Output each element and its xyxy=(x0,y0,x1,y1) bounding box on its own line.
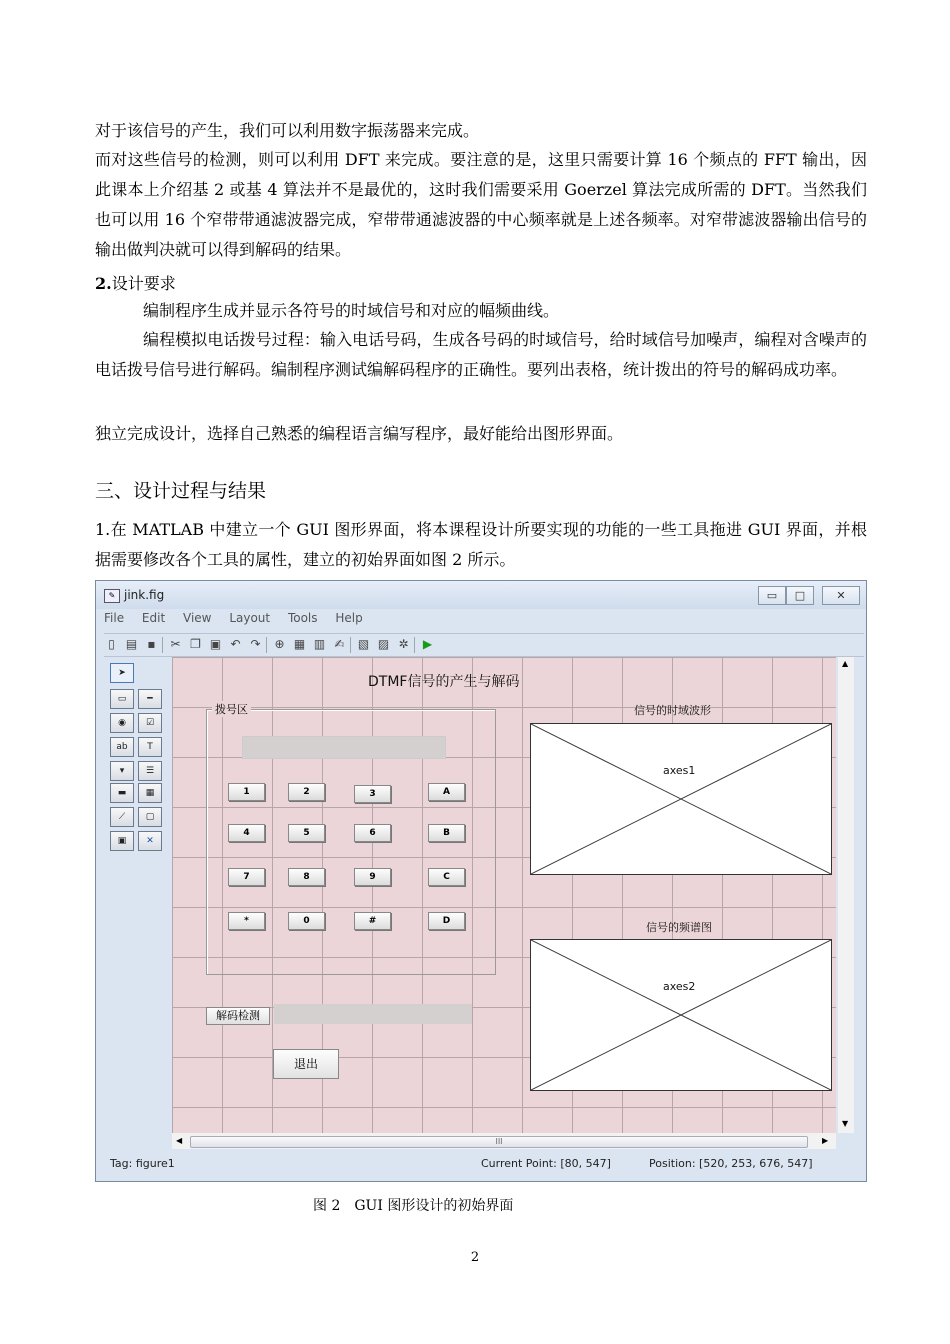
scroll-left-icon[interactable]: ◀ xyxy=(176,1136,183,1145)
save-icon[interactable]: ▪ xyxy=(147,637,156,651)
status-tag: Tag: figure1 xyxy=(110,1157,175,1170)
number-display[interactable] xyxy=(242,736,446,759)
figure-caption: 图 2 GUI 图形设计的初始界面 xyxy=(313,1198,514,1214)
axes1-placeholder[interactable] xyxy=(530,723,832,875)
axes2-placeholder[interactable] xyxy=(530,939,832,1091)
title-bar xyxy=(96,581,866,609)
scroll-down-icon[interactable]: ▼ xyxy=(842,1119,849,1128)
static-text-icon[interactable]: T xyxy=(138,737,162,757)
slider-icon[interactable]: ━ xyxy=(138,689,162,709)
section2-heading xyxy=(95,271,176,294)
axes1-cross xyxy=(531,724,831,874)
menu-editor-icon[interactable]: ▦ xyxy=(293,637,306,651)
key-8[interactable]: 8 xyxy=(288,868,325,886)
requirement-3: 独立完成设计，选择自己熟悉的编程语言编写程序，最好能给出图形界面。 xyxy=(95,424,624,443)
open-folder-icon[interactable]: ▤ xyxy=(125,637,138,651)
key-b[interactable]: B xyxy=(428,824,465,842)
close-button[interactable]: ✕ xyxy=(822,586,860,605)
toolbar-divider xyxy=(414,637,415,653)
guide-window xyxy=(95,580,867,1182)
key-5[interactable]: 5 xyxy=(288,824,325,842)
menu-bar xyxy=(104,611,377,631)
push-button-icon[interactable]: ▭ xyxy=(110,689,134,709)
panel-icon[interactable]: ▢ xyxy=(138,807,162,827)
key-star[interactable]: * xyxy=(228,912,265,930)
menu-tools[interactable]: Tools xyxy=(287,611,318,625)
minimize-button[interactable]: ▭ xyxy=(758,586,786,605)
new-file-icon[interactable]: ▯ xyxy=(108,637,115,651)
intro-line: 对于该信号的产生，我们可以利用数字振荡器来完成。 xyxy=(95,121,480,140)
tab-order-icon[interactable]: ▥ xyxy=(313,637,326,651)
redo-icon[interactable]: ↷ xyxy=(250,637,261,651)
object-browser-icon[interactable]: ✲ xyxy=(398,637,409,651)
section2-title: 设计要求 xyxy=(111,274,176,293)
undo-icon[interactable]: ↶ xyxy=(230,637,241,651)
key-2[interactable]: 2 xyxy=(288,783,325,801)
window-title: jink.fig xyxy=(124,588,165,602)
menu-view[interactable]: View xyxy=(183,611,212,625)
key-1[interactable]: 1 xyxy=(228,783,265,801)
layout-canvas[interactable] xyxy=(172,657,836,1133)
checkbox-icon[interactable]: ☑ xyxy=(138,713,162,733)
popup-menu-icon[interactable]: ▾ xyxy=(110,761,134,781)
status-bar xyxy=(104,1153,856,1175)
toolbar-divider xyxy=(350,637,351,653)
decode-button[interactable]: 解码检测 xyxy=(206,1007,270,1025)
axes2-cross xyxy=(531,940,831,1090)
status-current-point: Current Point: [80, 547] xyxy=(481,1157,611,1170)
key-9[interactable]: 9 xyxy=(354,868,391,886)
toolbar-divider xyxy=(162,637,163,653)
key-hash[interactable]: # xyxy=(354,912,391,930)
scroll-up-icon[interactable]: ▲ xyxy=(842,659,849,668)
figure-icon: ✎ xyxy=(104,589,120,603)
radio-button-icon[interactable]: ◉ xyxy=(110,713,134,733)
property-inspector-icon[interactable]: ▨ xyxy=(377,637,390,651)
editor-icon[interactable]: ✍ xyxy=(334,637,345,651)
key-a[interactable]: A xyxy=(428,783,465,801)
requirement-1: 编制程序生成并显示各符号的时域信号和对应的幅频曲线。 xyxy=(143,301,560,320)
detection-paragraph: 而对这些信号的检测，则可以利用 DFT 来完成。要注意的是，这里只需要计算 16 个频点的 FFT 输出，因此课本上介绍基 2 或基 4 算法并不是最优的，这时我们需要采用 Goerzel 算法完成所需的 DFT。当然我们也可以用 16 个窄带带通滤波器完成，窄带带通滤波器的中心频率就是上述各频率。对窄带滤波器输出信号的输出做判决就可以得到解码的结果。 xyxy=(95,150,867,259)
section2-number: 2. xyxy=(95,274,112,293)
requirement-2: 编程模拟电话拨号过程：输入电话号码，生成各号码的时域信号，给时域信号加噪声，编程对含噪声的电话拨号信号进行解码。编制程序测试编解码程序的正确性。要列出表格，统计拨出的符号的解码成功率。 xyxy=(95,330,867,379)
edit-text-icon[interactable]: ab xyxy=(110,737,134,757)
gui-title: DTMF信号的产生与解码 xyxy=(368,674,520,690)
vertical-scrollbar[interactable] xyxy=(838,657,854,1133)
menu-file[interactable]: File xyxy=(104,611,125,625)
menu-help[interactable]: Help xyxy=(335,611,363,625)
key-3[interactable]: 3 xyxy=(354,785,391,803)
axes2-label: axes2 xyxy=(663,980,696,993)
toggle-button-icon[interactable]: ▬ xyxy=(110,783,134,803)
horizontal-scrollbar[interactable] xyxy=(172,1133,836,1149)
axes-icon[interactable]: ⟋ xyxy=(110,807,134,827)
toolbar xyxy=(104,633,864,657)
toolbar-divider xyxy=(266,637,267,653)
menu-layout[interactable]: Layout xyxy=(229,611,271,625)
key-0[interactable]: 0 xyxy=(288,912,325,930)
axes1-label: axes1 xyxy=(663,764,696,777)
dial-panel-title: 拨号区 xyxy=(212,701,251,717)
align-icon[interactable]: ⊕ xyxy=(274,637,285,651)
axes1-title: 信号的时域波形 xyxy=(634,704,711,717)
horizontal-scroll-thumb[interactable]: III xyxy=(190,1136,808,1148)
listbox-icon[interactable]: ☰ xyxy=(138,761,162,781)
select-arrow-icon[interactable]: ➤ xyxy=(110,663,134,683)
section3-heading: 三、设计过程与结果 xyxy=(95,480,267,502)
page-number: 2 xyxy=(470,1250,480,1265)
key-4[interactable]: 4 xyxy=(228,824,265,842)
axes2-title: 信号的频谱图 xyxy=(646,921,712,934)
copy-icon[interactable]: ❐ xyxy=(190,637,201,651)
key-7[interactable]: 7 xyxy=(228,868,265,886)
run-icon[interactable]: ▶ xyxy=(422,637,433,651)
cut-icon[interactable]: ✂ xyxy=(170,637,181,651)
key-d[interactable]: D xyxy=(428,912,465,930)
table-icon[interactable]: ▦ xyxy=(138,783,162,803)
paste-icon[interactable]: ▣ xyxy=(209,637,222,651)
maximize-button[interactable]: □ xyxy=(786,586,814,605)
editor-open-icon[interactable]: ▧ xyxy=(357,637,370,651)
key-c[interactable]: C xyxy=(428,868,465,886)
activex-icon[interactable]: ✕ xyxy=(138,831,162,851)
status-position: Position: [520, 253, 676, 547] xyxy=(649,1157,813,1170)
menu-edit[interactable]: Edit xyxy=(141,611,166,625)
decode-output[interactable] xyxy=(274,1004,472,1024)
exit-button[interactable]: 退出 xyxy=(273,1049,339,1079)
scroll-right-icon[interactable]: ▶ xyxy=(822,1136,829,1145)
step1-paragraph: 1.在 MATLAB 中建立一个 GUI 图形界面，将本课程设计所要实现的功能的一些工具拖进 GUI 界面，并根据需要修改各个工具的属性，建立的初始界面如图 2 所示。 xyxy=(95,520,867,569)
button-group-icon[interactable]: ▣ xyxy=(110,831,134,851)
key-6[interactable]: 6 xyxy=(354,824,391,842)
